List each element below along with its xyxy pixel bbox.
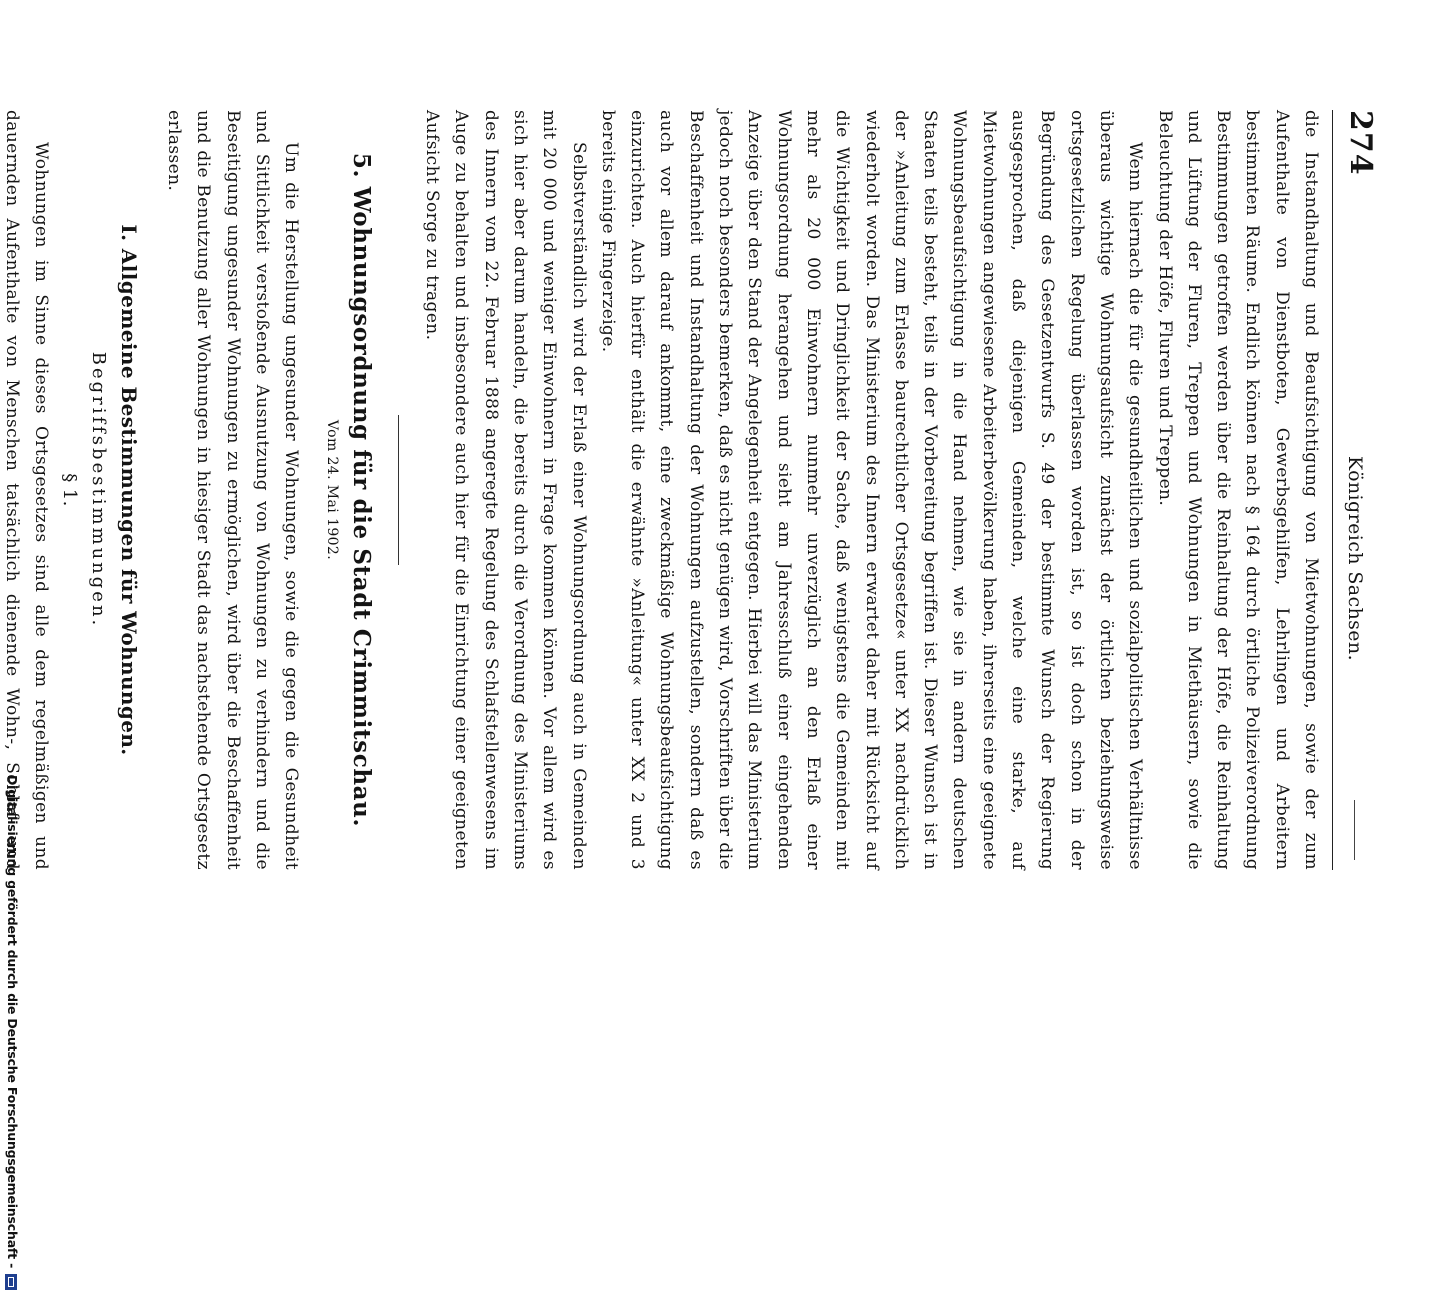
paragraph-intro: die Instandhaltung und Beaufsichtigung von Mietwohnungen, sowie der zum Aufenthalte von Dienstboten, Gewerbsgehilfen, Lehrlingen und Arbeitern bestimmten Räume. Endlich können nach § 164 durch örtliche Polizeiverordnung Bestimmungen getroffen werden über die Reinhaltung der Höfe, die Reinhaltung und Lüftung der Fluren, Treppen und Wohnungen in Miethäusern, sowie die Beleuchtung der Höfe, Fluren und Treppen.: [1154, 110, 1321, 870]
paragraph-housing-supervision: Wenn hiernach die für die gesundheitlichen und sozialpolitischen Verhältnisse überaus wichtige Wohnungsaufsicht zunächst der örtlichen beziehungsweise ortsgesetzlichen Regelung überlassen worden ist, so ist doch schon in der Begründung des Gesetzentwurfs S. 49 der bestimmte Wunsch der Regierung ausgesprochen, daß diejenigen Gemeinden, welche eine starke, auf Mietwohnungen angewiesene Arbeiterbevölkerung haben, ihrerseits eine geeignete Wohnungsbeaufsichtigung in die Hand nehmen, wie sie in andern deutschen Staaten teils besteht, teils in der Vorbereitung begriffen ist. Dieser Wunsch ist in der »Anleitung zum Erlasse baurechtlicher Ortsgesetze« unter XX nachdrücklich wiederholt worden. Das Ministerium des Innern erwartet daher mit Rücksicht auf die Wichtigkeit und Dringlichkeit der Sache, daß wenigstens die Gemeinden mit mehr als 20 000 Einwohnern nunmehr unverzüglich an den Erlaß einer Wohnungsordnung herangehen und sieht am Jahresschluß einer eingehenden Anzeige über den Stand der Angelegenheit entgegen. Hierbei will das Ministerium jedoch noch besonders bemerken, daß es nicht genügen wird, Vorschriften über die Beschaffenheit und Instandhaltung der Wohnungen aufzustellen, sondern daß es auch vor allem darauf ankommt, eine zweckmäßige Wohnungsbeaufsichtigung einzurichten. Auch hierfür enthält die erwähnte »Anleitung« unter XX 2 und 3 bereits einige Fingerzeige.: [597, 110, 1146, 870]
paragraph-definition: Wohnungen im Sinne dieses Ortsgesetzes sind alle dem regelmäßigen und dauernden Aufenthalte von Menschen tatsächlich dienende Wohn-, Schlaf- und: [1, 110, 51, 870]
page-header: [1332, 110, 1378, 870]
document-page: [1, 110, 1378, 870]
section-mark: § 1.: [59, 473, 81, 507]
part-heading: I. Allgemeine Bestimmungen für Wohnungen.: [116, 224, 141, 756]
running-head: Königreich Sachsen.: [1344, 456, 1366, 662]
ordinance-title: 5. Wohnungsordnung für die Stadt Crimmitschau.: [347, 152, 375, 828]
header-rule: [1354, 800, 1355, 860]
paragraph-small-communities: Selbstverständlich wird der Erlaß einer Wohnungsordnung auch in Gemeinden mit 20 000 und weniger Einwohnern in Frage kommen können. Vor allem wird es sich hier aber darum handeln, die bereits durch die Verordnung des Ministeriums des Innern vom 22. Februar 1888 angeregte Regelung des Schlafstellenwesens im Auge zu behalten und insbesondere auch hier für die Einrichtung einer geeigneten Aufsicht Sorge zu tragen.: [422, 110, 589, 870]
section-divider: [398, 415, 399, 565]
page-number: 274: [1343, 110, 1378, 176]
ordinance-date: Vom 24. Mai 1902.: [324, 419, 341, 561]
dfg-logo-icon: [6, 1274, 18, 1290]
digitization-credit: [0, 775, 20, 1269]
paragraph-preamble: Um die Herstellung ungesunder Wohnungen, sowie die gegen die Gesundheit und Sittlichkeit verstoßende Ausnutzung von Wohnungen zu verhindern und die Beseitigung ungesunder Wohnungen zu ermöglichen, wird über die Beschaffenheit und die Benutzung aller Wohnungen in hiesiger Stadt das nachstehende Ortsgesetz erlassen.: [164, 110, 302, 870]
definitions-heading: Begriffsbestimmungen.: [88, 351, 110, 629]
credit-text: Digitalisierung gefördert durch die Deutsche Forschungsgemeinschaft -: [5, 775, 20, 1269]
body-text: [0, 110, 1325, 870]
